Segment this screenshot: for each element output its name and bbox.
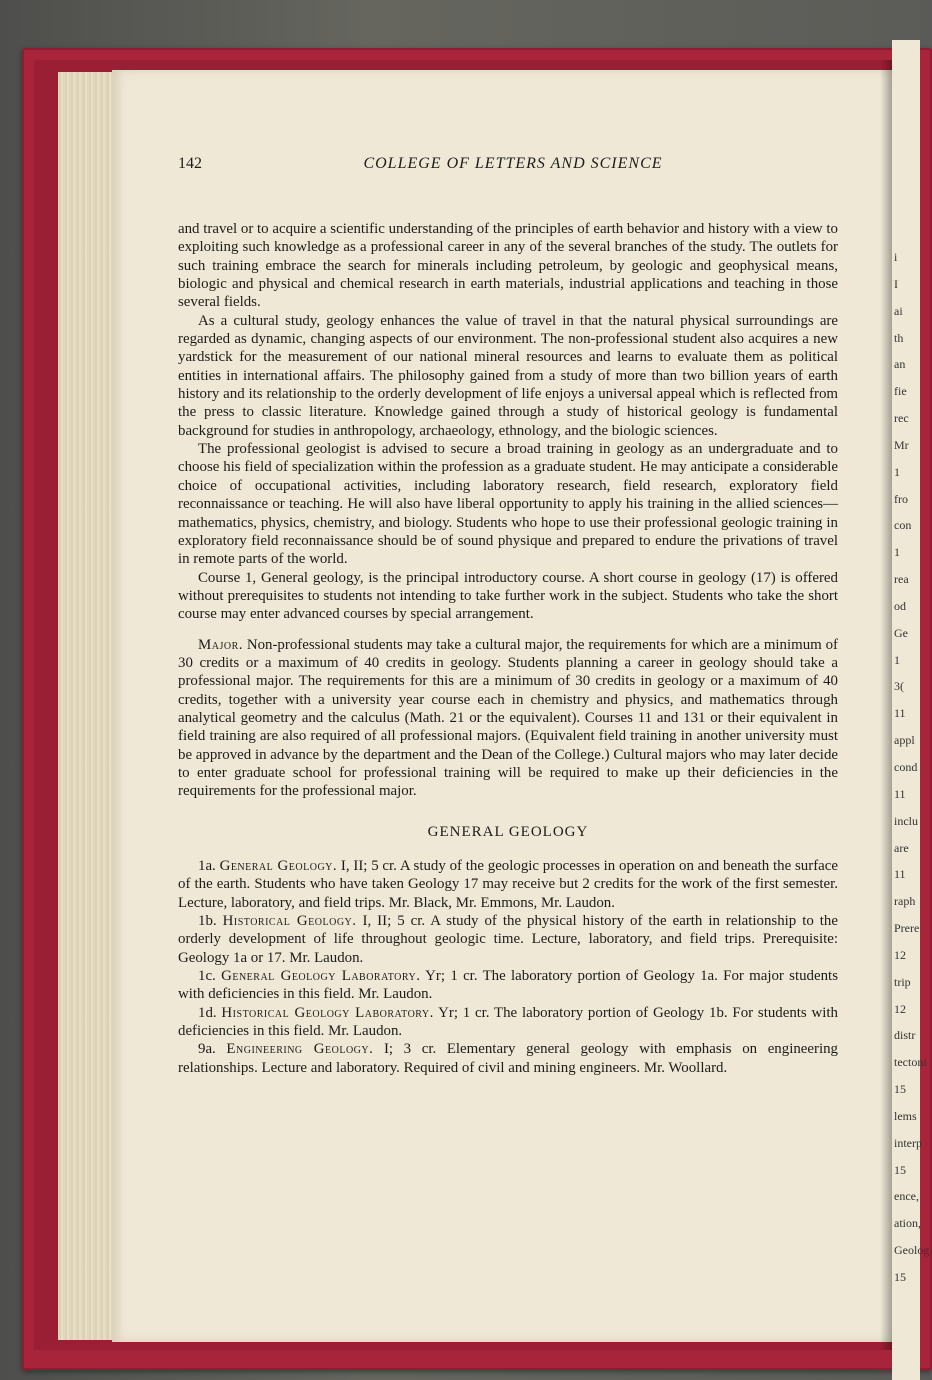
course-description: I, II; 5 cr. A study of the physical history of the earth in relationship to the orderly development of life throughout geologic time. Lecture, laboratory, and field trips. Prerequisite: Geology 1a or 17. Mr. Laudon. xyxy=(178,913,838,966)
course-description: Yr; 1 cr. The laboratory portion of Geology 1a. For major students with deficiencies in this field. Mr. Laudon. xyxy=(178,968,838,1003)
adjacent-fragment: trip xyxy=(894,974,911,989)
adjacent-fragment: raph xyxy=(894,894,916,909)
course-entry xyxy=(178,857,838,912)
adjacent-fragment: Prere xyxy=(894,921,920,936)
course-description: I; 3 cr. Elementary general geology with emphasis on engineering relationships. Lecture and laboratory. Required of civil and mining engineers. Mr. Woollard. xyxy=(178,1041,838,1076)
course-entry xyxy=(178,967,838,1004)
course-description: Yr; 1 cr. The laboratory portion of Geology 1b. For students with deficiencies in this field. Mr. Laudon. xyxy=(178,1004,838,1040)
course-title: Historical Geology Laboratory. xyxy=(221,1004,434,1021)
course-entry xyxy=(178,1004,838,1041)
paragraph: and travel or to acquire a scientific understanding of the principles of earth behavior and history with a view to exploiting such knowledge as a professional career in any of the several branches of the study. The outlets for such training embrace the search for minerals including petroleum, by geologic and geophysical means, biologic and physical and chemical research in earth materials, industrial applications and teaching in those several fields. xyxy=(178,221,838,311)
body-text xyxy=(178,220,838,1077)
course-number: 1d. xyxy=(198,1004,217,1021)
adjacent-fragment: are xyxy=(894,840,909,855)
adjacent-fragment: 1 xyxy=(894,652,900,667)
adjacent-fragment: ence, xyxy=(894,1189,919,1204)
adjacent-fragment: 11 xyxy=(894,867,906,882)
adjacent-fragment: 11 xyxy=(894,706,906,721)
adjacent-fragment: 15 xyxy=(894,1270,906,1284)
course-number: 1c. xyxy=(198,968,216,985)
adjacent-fragment: con xyxy=(894,518,912,533)
adjacent-fragment: rec xyxy=(894,411,909,426)
paragraph: As a cultural study, geology enhances the value of travel in that the natural physical surroundings are regarded as dynamic, changing aspects of our environment. The non-professional student also acquires a new yardstick for the measurement of our national mineral resources and learns to evaluate them as political entities in international affairs. The philosophy gained from a study of more than two billion years of earth history and its relationship to the orderly development of life enjoys a universal appeal which is reflected from the press to classic literature. Knowledge gained through a study of historical geology is fundamental background for studies in anthropology, archaeology, ethnology, and the biologic sciences. xyxy=(178,312,838,439)
course-title: General Geology. xyxy=(219,858,338,874)
course-entry xyxy=(178,912,838,967)
adjacent-fragment: 12 xyxy=(894,947,906,962)
adjacent-fragment: appl xyxy=(894,733,915,748)
adjacent-fragment: Mr xyxy=(894,437,909,452)
course-number: 9a. xyxy=(198,1041,216,1058)
adjacent-fragment: i xyxy=(894,250,898,264)
adjacent-fragment: interp xyxy=(894,1135,922,1150)
adjacent-fragment: rea xyxy=(894,572,909,587)
major-text: Non-professional students may take a cultural major, the requirements for which are a minimum of 30 credits or a maximum of 40 credits in geology. Students planning a career in geology should take a professional major. The requirements for this are a minimum of 30 credits in geology or a maximum of 40 credits, together with a university year course each in chemistry and physics, and mathematics through analytical geometry and the calculus (Math. 21 or the equivalent). Courses 11 and 131 or their equivalent in field training are also required of all professional majors. (Equivalent field training in another university must be approved in advance by the department and the Dean of the College.) Cultural majors who may later decide to enter graduate school for professional training will be required to make up their deficiencies in the requirements for the professional major. xyxy=(178,636,838,800)
course-number: 1a. xyxy=(198,858,216,874)
adjacent-fragment: an xyxy=(894,357,906,372)
major-paragraph xyxy=(178,636,838,801)
adjacent-fragment: fie xyxy=(894,384,907,399)
section-heading: GENERAL GEOLOGY xyxy=(427,823,589,840)
page-header xyxy=(178,155,838,185)
adjacent-fragment: ai xyxy=(894,303,903,318)
page-number: 142 xyxy=(178,155,202,172)
adjacent-fragment: inclu xyxy=(894,813,918,828)
adjacent-fragment: cond xyxy=(894,760,918,774)
course-title: Historical Geology. xyxy=(222,913,357,930)
adjacent-fragment: 11 xyxy=(894,786,906,801)
adjacent-fragment: Geolog xyxy=(894,1243,930,1258)
adjacent-fragment: 3( xyxy=(894,679,904,694)
adjacent-fragment: tectoni xyxy=(894,1055,927,1070)
adjacent-fragment: 1 xyxy=(894,545,900,560)
course-entry xyxy=(178,1040,838,1077)
adjacent-fragment: 12 xyxy=(894,1001,906,1016)
adjacent-fragment: Ge xyxy=(894,625,908,640)
adjacent-fragment: th xyxy=(894,330,904,345)
adjacent-page-strip xyxy=(892,40,930,1380)
course-number: 1b. xyxy=(198,913,217,930)
adjacent-fragment: 15 xyxy=(894,1162,906,1177)
paragraph: Course 1, General geology, is the principal introductory course. A short course in geology (17) is offered without prerequisites to students not intending to take further work in the subject. Students who take the short course may enter advanced courses by special arrangement. xyxy=(178,569,838,623)
course-title: Engineering Geology. xyxy=(226,1041,374,1058)
major-lead: Major. xyxy=(198,636,243,653)
course-title: General Geology Laboratory. xyxy=(221,968,421,985)
adjacent-fragment: fro xyxy=(894,491,908,506)
adjacent-fragment: od xyxy=(894,598,906,613)
adjacent-fragment: distr xyxy=(894,1028,916,1043)
adjacent-fragment: ation, xyxy=(894,1216,921,1231)
adjacent-fragment: I xyxy=(894,276,898,291)
course-description: I, II; 5 cr. A study of the geologic processes in operation on and beneath the surface of the earth. Students who have taken Geology 17 may receive but 2 credits for the work of the first semester. Lecture, laboratory, and field trips. Mr. Black, Mr. Emmons, Mr. Laudon. xyxy=(178,858,838,911)
running-head: COLLEGE OF LETTERS AND SCIENCE xyxy=(363,155,663,172)
adjacent-fragment: 15 xyxy=(894,1082,906,1097)
page-text xyxy=(178,155,838,1077)
paragraph: The professional geologist is advised to secure a broad training in geology as an undergraduate and to choose his field of specialization within the profession as a graduate student. He may anticipate a considerable choice of occupational activities, including laboratory research, field research, exploratory field reconnaissance or teaching. He will also have liberal opportunity to apply his training in the allied sciences—mathematics, physics, chemistry, and biology. Students who hope to use their professional geologic training in exploratory field reconnaissance should be of sound physique and prepared to endure the privations of travel in remote parts of the world. xyxy=(178,441,838,568)
adjacent-fragment: 1 xyxy=(894,464,900,479)
adjacent-fragment: lems xyxy=(894,1108,917,1123)
page-edges xyxy=(58,72,118,1340)
